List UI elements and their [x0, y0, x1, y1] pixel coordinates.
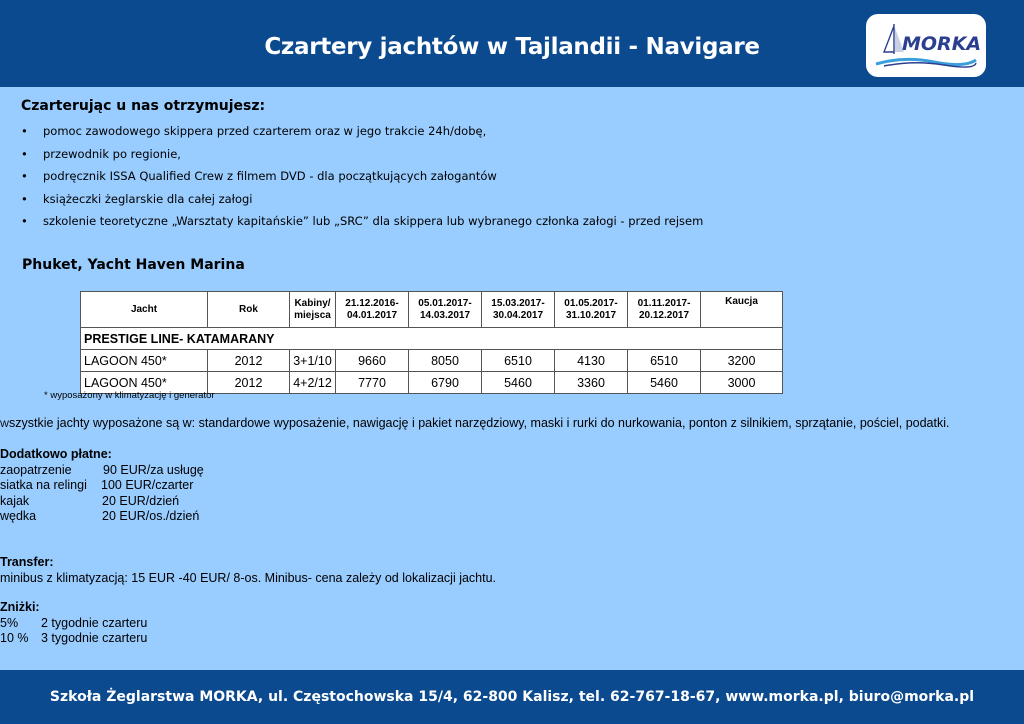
price-period-3: 5460 [482, 372, 555, 394]
extra-name: wędka [0, 509, 37, 523]
price-period-4: 3360 [555, 372, 628, 394]
list-item [0, 494, 204, 510]
price-period-2: 8050 [409, 350, 482, 372]
extra-price: 20 EUR/os./dzień [102, 509, 200, 523]
price-period-2: 6790 [409, 372, 482, 394]
col-header-kaucja: Kaucja [701, 292, 783, 328]
extras-section [0, 447, 204, 525]
extras-heading: Dodatkowo płatne: [0, 447, 112, 461]
price-period-4: 4130 [555, 350, 628, 372]
col-header-kabiny: Kabiny/ miejsca [290, 292, 336, 328]
list-item: • książeczki żeglarskie dla całej załogi [0, 188, 703, 211]
bullet-icon: • [21, 146, 28, 161]
yacht-name: LAGOON 450* [81, 350, 208, 372]
deposit: 3000 [701, 372, 783, 394]
yacht-year: 2012 [208, 372, 290, 394]
list-item [0, 631, 147, 647]
extra-price: 90 EUR/za usługę [103, 462, 204, 477]
transfer-section [0, 555, 496, 586]
logo-text: MORKA [902, 33, 982, 55]
list-item: • szkolenie teoretyczne „Warsztaty kapitańskie” lub „SRC” dla skippera lub wybranego członka załogi - przed rejsem [0, 210, 703, 233]
extra-name: zaopatrzenie [0, 462, 72, 477]
col-header-period-3: 15.03.2017- 30.04.2017 [482, 292, 555, 328]
price-table [80, 291, 783, 394]
price-period-1: 7770 [336, 372, 409, 394]
footer-contact: Szkoła Żeglarstwa MORKA, ul. Częstochowska 15/4, 62-800 Kalisz, tel. 62-767-18-67, www.morka.pl, biuro@morka.pl [49, 689, 975, 705]
marina-heading: Phuket, Yacht Haven Marina [22, 257, 245, 273]
footer-banner [0, 670, 1024, 724]
extra-name: siatka na relingi [0, 478, 87, 492]
intro-heading: Czarterując u nas otrzymujesz: [21, 98, 266, 114]
col-header-period-5: 01.11.2017- 20.12.2017 [628, 292, 701, 328]
transfer-heading: Transfer: [0, 555, 54, 569]
col-header-period-1: 21.12.2016- 04.01.2017 [336, 292, 409, 328]
equipment-text: Wszystkie jachty wyposażone są w: standardowe wyposażenie, nawigację i pakiet narzędziowy, maski i rurki do nurkowania, ponton z silnikiem, sprzątanie, pościel, podatki. [0, 416, 950, 430]
yacht-year: 2012 [208, 350, 290, 372]
equipment-first-letter: W [0, 419, 9, 430]
discount-label: 2 tygodnie czarteru [41, 615, 148, 630]
price-period-5: 5460 [628, 372, 701, 394]
transfer-text: minibus z klimatyzacją: 15 EUR -40 EUR/ 8-os. Minibus- cena zależy od lokalizacji jachtu. [0, 570, 497, 585]
list-item: • pomoc zawodowego skippera przed czarterem oraz w jego trakcie 24h/dobę, [0, 120, 703, 143]
extra-price: 20 EUR/dzień [102, 493, 180, 508]
list-item [0, 616, 147, 632]
discount-label: 3 tygodnie czarteru [41, 631, 148, 645]
table-footnote: * wyposażony w klimatyzację i generator [44, 390, 215, 401]
table-row [81, 350, 783, 372]
col-header-jacht: Jacht [81, 292, 208, 328]
col-header-period-4: 01.05.2017- 31.10.2017 [555, 292, 628, 328]
section-label: PRESTIGE LINE- KATAMARANY [81, 328, 783, 350]
bullet-icon: • [21, 214, 28, 228]
col-header-period-2: 05.01.2017- 14.03.2017 [409, 292, 482, 328]
extra-name: kajak [0, 493, 30, 508]
extra-price: 100 EUR/czarter [101, 478, 194, 492]
discount-percent: 10 % [0, 631, 29, 645]
price-period-5: 6510 [628, 350, 701, 372]
yacht-cabins: 3+1/10 [290, 350, 336, 372]
bullet-icon: • [21, 124, 28, 138]
list-item: • podręcznik ISSA Qualified Crew z filmem DVD - dla początkujących załogantów [0, 165, 703, 188]
discounts-section [0, 600, 147, 647]
col-header-rok: Rok [208, 292, 290, 328]
wave-icon [874, 56, 978, 68]
yacht-name: LAGOON 450* [81, 372, 208, 394]
list-item: • przewodnik po regionie, [0, 143, 703, 166]
bullet-icon: • [21, 169, 28, 183]
list-item [0, 478, 204, 494]
page-title: Czartery jachtów w Tajlandii - Navigare [264, 34, 760, 60]
list-item [0, 463, 204, 479]
discounts-heading: Zniżki: [0, 600, 40, 614]
yacht-cabins: 4+2/12 [290, 372, 336, 394]
header-banner [0, 0, 1024, 87]
discount-percent: 5% [0, 615, 19, 630]
price-period-1: 9660 [336, 350, 409, 372]
morka-logo[interactable] [866, 14, 986, 77]
table-section-row [81, 328, 783, 350]
price-period-3: 6510 [482, 350, 555, 372]
benefits-list [0, 120, 703, 233]
table-header-row [81, 292, 783, 328]
deposit: 3200 [701, 350, 783, 372]
list-item [0, 509, 204, 525]
bullet-icon: • [21, 191, 28, 206]
